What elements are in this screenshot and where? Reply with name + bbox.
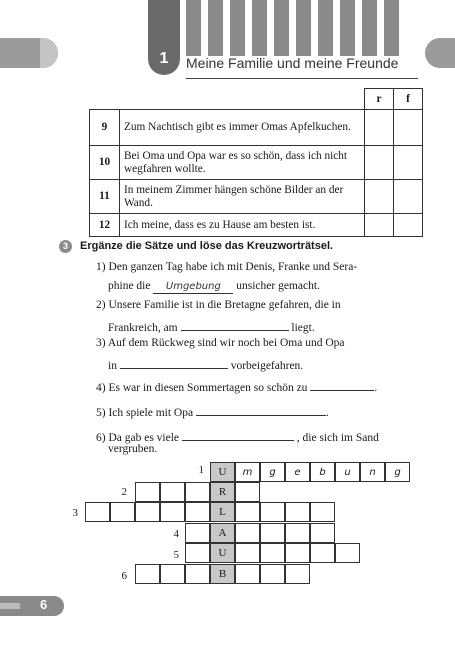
crossword-cell[interactable] — [235, 523, 260, 543]
sentence-5-answer-field[interactable] — [196, 403, 326, 416]
table-row — [90, 110, 423, 146]
column-header-r: r — [365, 89, 394, 110]
crossword-cell[interactable] — [185, 543, 210, 563]
row-number: 11 — [90, 180, 120, 214]
column-header-f: f — [394, 89, 423, 110]
sentence-2-line-1: 2) Unsere Familie ist in die Bretagne gefahren, die in — [96, 299, 341, 311]
sentence-1-suffix: unsicher gemacht. — [236, 280, 320, 292]
crossword-key-cell: U — [210, 543, 235, 563]
answer-cell-f[interactable] — [394, 146, 423, 180]
crossword-cell[interactable] — [135, 482, 160, 502]
crossword-cell[interactable] — [135, 564, 160, 584]
sentence-3-suffix: vorbeigefahren. — [230, 360, 304, 372]
crossword-cell[interactable]: b — [310, 462, 335, 482]
crossword-key-cell: A — [210, 523, 235, 543]
crossword-key-cell: L — [210, 502, 235, 522]
sentence-5 — [96, 403, 329, 419]
answer-cell-f[interactable] — [394, 214, 423, 237]
header-stripe — [230, 0, 245, 56]
row-number: 12 — [90, 214, 120, 237]
header-stripe — [296, 0, 311, 56]
true-false-table — [89, 88, 423, 237]
header-rule — [186, 78, 418, 79]
answer-cell-r[interactable] — [365, 110, 394, 146]
sentence-1-answer-field[interactable]: Umgebung — [153, 281, 233, 294]
sentence-6-suffix: , die sich im Sand — [296, 432, 379, 444]
crossword-cell[interactable] — [135, 502, 160, 522]
crossword-key-cell: R — [210, 482, 235, 502]
answer-cell-f[interactable] — [394, 180, 423, 214]
header-stripe — [208, 0, 223, 56]
header-stripe — [274, 0, 289, 56]
crossword-cell[interactable]: m — [235, 462, 260, 482]
footer-stripe — [0, 603, 20, 609]
crossword-cell[interactable] — [310, 502, 335, 522]
row-statement: In meinem Zimmer hängen schöne Bilder an der Wand. — [120, 180, 365, 214]
crossword-cell[interactable] — [235, 543, 260, 563]
crossword-cell[interactable] — [285, 523, 310, 543]
sentence-4-suffix: . — [374, 382, 378, 394]
row-statement: Ich meine, dass es zu Hause am besten ist. — [120, 214, 365, 237]
crossword-row-number: 1 — [198, 464, 204, 476]
answer-cell-r[interactable] — [365, 180, 394, 214]
crossword-cell[interactable] — [310, 543, 335, 563]
crossword-cell[interactable] — [85, 502, 110, 522]
crossword-cell[interactable] — [160, 564, 185, 584]
crossword-cell[interactable] — [185, 564, 210, 584]
crossword-cell[interactable]: g — [385, 462, 410, 482]
sentence-2-prefix: Frankreich, am — [108, 322, 178, 334]
table-header-row — [90, 89, 423, 110]
header-tab-left-light — [40, 38, 58, 68]
crossword-cell[interactable]: e — [285, 462, 310, 482]
crossword-cell[interactable] — [160, 482, 185, 502]
crossword-cell[interactable] — [310, 523, 335, 543]
answer-cell-r[interactable] — [365, 214, 394, 237]
crossword-cell[interactable] — [285, 543, 310, 563]
crossword-cell[interactable]: g — [260, 462, 285, 482]
row-statement: Bei Oma und Opa war es so schön, dass ich nicht wegfahren wollte. — [120, 146, 365, 180]
crossword-cell[interactable] — [335, 543, 360, 563]
chapter-number: 1 — [159, 50, 169, 67]
crossword-row-number: 4 — [173, 528, 179, 540]
crossword-cell[interactable]: n — [360, 462, 385, 482]
sentence-4-answer-field[interactable] — [310, 378, 374, 391]
row-statement: Zum Nachtisch gibt es immer Omas Apfelkuchen. — [120, 110, 365, 146]
sentence-1-line-2 — [108, 280, 320, 294]
table-row — [90, 214, 423, 237]
header-tab-right — [425, 38, 455, 68]
header-stripe — [384, 0, 399, 56]
exercise-instruction: Ergänze die Sätze und löse das Kreuzworträtsel. — [80, 240, 334, 252]
crossword-row-number: 2 — [121, 486, 127, 498]
crossword-cell[interactable]: u — [335, 462, 360, 482]
crossword-cell[interactable] — [110, 502, 135, 522]
crossword-cell[interactable] — [235, 502, 260, 522]
table-row — [90, 180, 423, 214]
answer-cell-f[interactable] — [394, 110, 423, 146]
crossword-cell[interactable] — [260, 523, 285, 543]
sentence-2-suffix: liegt. — [291, 322, 315, 334]
header-stripe — [340, 0, 355, 56]
crossword-cell[interactable] — [235, 482, 260, 502]
crossword-cell[interactable] — [260, 564, 285, 584]
sentence-4 — [96, 378, 377, 394]
crossword-cell[interactable] — [185, 482, 210, 502]
crossword-key-cell: B — [210, 564, 235, 584]
header-stripe — [186, 0, 201, 56]
sentence-2-answer-field[interactable] — [181, 318, 289, 331]
row-number: 9 — [90, 110, 120, 146]
crossword-row-number: 5 — [173, 549, 179, 561]
sentence-3-line-1: 3) Auf dem Rückweg sind wir noch bei Oma und Opa — [96, 337, 345, 349]
sentence-4-prefix: 4) Es war in diesen Sommertagen so schön zu — [96, 382, 308, 394]
header-stripe — [252, 0, 267, 56]
crossword-row-number: 6 — [121, 570, 127, 582]
crossword-cell[interactable] — [260, 502, 285, 522]
sentence-3-answer-field[interactable] — [120, 356, 228, 369]
header-stripe — [362, 0, 377, 56]
crossword-cell[interactable] — [160, 502, 185, 522]
row-number: 10 — [90, 146, 120, 180]
crossword-key-cell: U — [210, 462, 235, 482]
crossword-row-number: 3 — [72, 507, 78, 519]
header-stripe — [318, 0, 333, 56]
answer-cell-r[interactable] — [365, 146, 394, 180]
crossword-cell[interactable] — [285, 502, 310, 522]
sentence-1-line-1: 1) Den ganzen Tag habe ich mit Denis, Franke und Sera- — [96, 261, 358, 273]
exercise-number-badge: 3 — [59, 240, 72, 253]
crossword-cell[interactable] — [260, 543, 285, 563]
sentence-3-prefix: in — [108, 360, 117, 372]
chapter-title: Meine Familie und meine Freunde — [186, 55, 399, 71]
crossword-cell[interactable] — [285, 564, 310, 584]
sentence-6-answer-field[interactable] — [182, 428, 294, 441]
table-row — [90, 146, 423, 180]
sentence-5-suffix: . — [325, 407, 329, 419]
sentence-6-prefix: 6) Da gab es viele — [96, 432, 180, 444]
sentence-1-prefix: phine die — [108, 280, 151, 292]
sentence-2-line-2 — [108, 318, 315, 334]
crossword-cell[interactable] — [185, 502, 210, 522]
page-number: 6 — [40, 597, 48, 612]
crossword-cell[interactable] — [185, 523, 210, 543]
sentence-3-line-2 — [108, 356, 303, 372]
sentence-6-line-1 — [96, 428, 379, 444]
sentence-6-line-2: vergruben. — [108, 443, 158, 455]
crossword-cell[interactable] — [235, 564, 260, 584]
sentence-5-prefix: 5) Ich spiele mit Opa — [96, 407, 194, 419]
